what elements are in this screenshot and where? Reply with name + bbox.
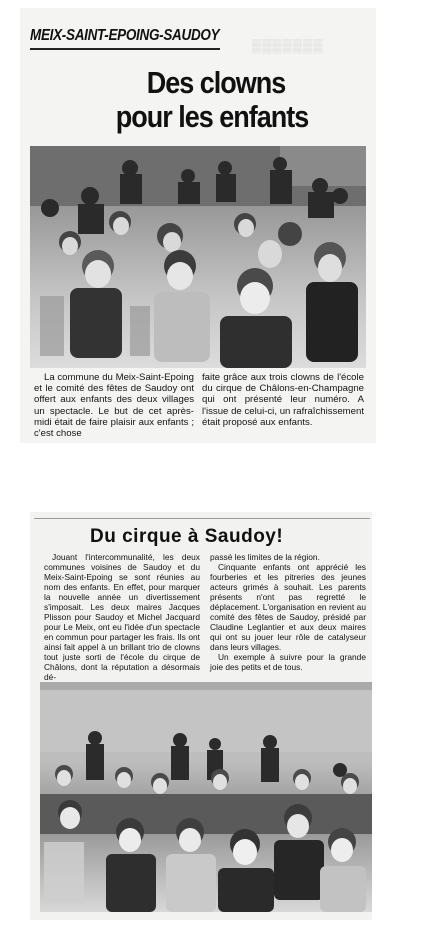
paragraph: Un exemple à suivre pour la grande joie des petits et de tous. [210,652,366,672]
headline-line-1: Des clowns [146,66,286,100]
headline-line-2: pour les enfants [115,100,309,134]
paragraph: faite grâce aux trois clowns de l'école du cirque de Châlons-en-Champagne qui ont présenté leur numéro. A l'issue de celui-ci, un rafraîchissement était proposé aux enfants. [202,372,364,428]
locality-header: MEIX-SAINT-EPOING-SAUDOY [30,26,220,44]
paragraph: Cinquante enfants ont apprécié les fourberies et les pitreries des jeunes acteurs grimés à souhait. Les parents présents n'ont pas regretté le déplacement. L'organisation en revient au comité des fêtes de Saudoy, présidé par Claudine Leglantier et aux deux maires qui ont su jouer leur rôle de catalyseur dans leurs villages. [210,562,366,652]
audience-photo [40,682,372,912]
headline: Du cirque à Saudoy! [90,526,284,547]
paragraph: La commune du Meix-Saint-Epoing et le comité des fêtes de Saudoy ont offert aux enfants des deux villages un spectacle. Le but de cet après-midi était de faire plaisir aux enfants ; c'est chose [34,372,194,440]
paragraph: passé les limites de la région. [210,552,320,562]
header-rule [30,48,220,50]
article-column-2 [202,372,364,428]
top-rule [34,518,370,519]
newspaper-clipping-2 [30,512,372,920]
article-column-1 [34,372,194,439]
paragraph: Jouant l'intercommunalité, les deux communes voisines de Saudoy et du Meix-Saint-Epoing se sont réunies au nom des enfants. En effet, pour marquer la nouvelle année un divertissement s'imposait. Les deux maires Jacques Plisson pour Saudoy et Michel Jacquard pour Le Meix, ont eu l'idée d'un spectacle en commun pour partager les frais. Ils ont ainsi fait appel à un brillant trio de clowns tout juste sorti de l'école du cirque de Châlons, dont la réputation a désormais dé- [44,552,200,682]
bleed-through-text: ▒▒▒▒▒▒▒ [252,38,324,53]
children-audience-photo [30,146,366,368]
article-column-1 [44,552,200,682]
newspaper-clipping-1 [20,8,376,443]
article-column-2 [210,552,366,672]
